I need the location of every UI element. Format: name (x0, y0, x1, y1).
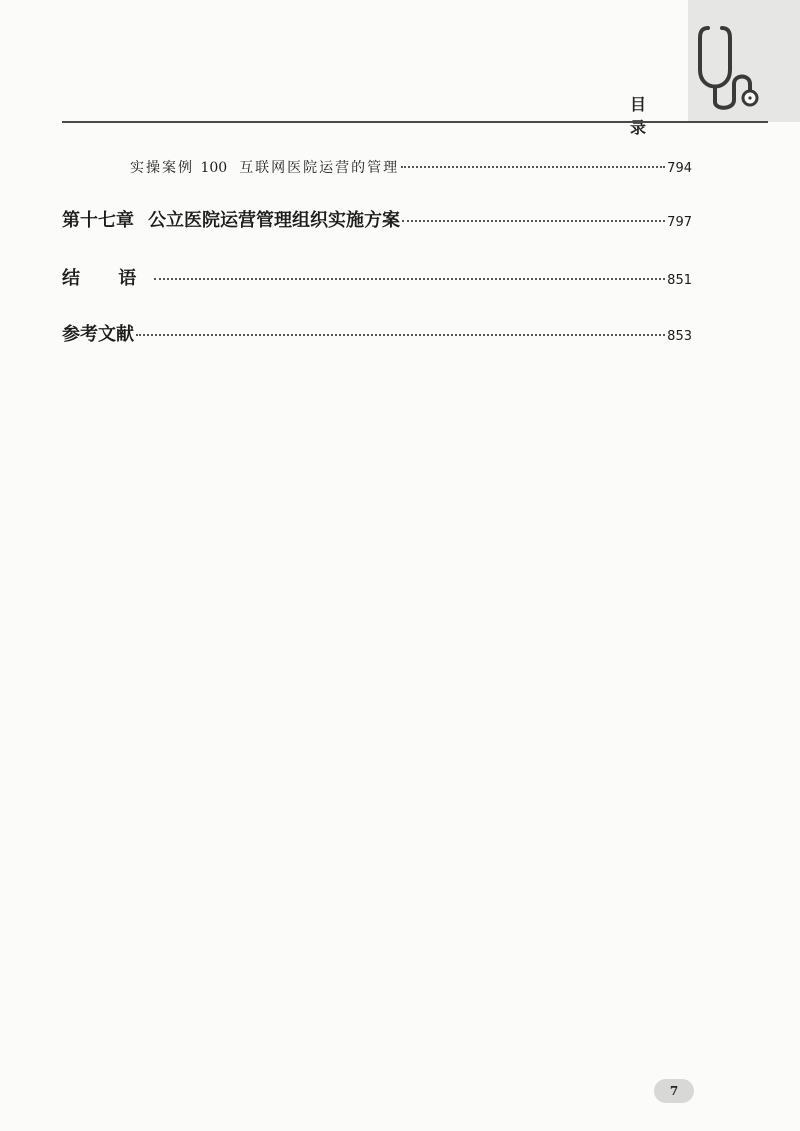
toc-page-number: 794 (667, 161, 692, 176)
toc-entry-title: 结 语 (62, 268, 153, 289)
toc-entry-references[interactable] (62, 320, 692, 346)
toc-entry-title: 第十七章 公立医院运营管理组织实施方案 (62, 210, 400, 231)
stethoscope-icon (694, 22, 764, 114)
header-divider (62, 121, 768, 123)
toc-page-number: 853 (667, 329, 692, 344)
dot-leader (154, 278, 665, 280)
toc-entry-case-100[interactable] (130, 157, 692, 183)
toc-entry-title: 实操案例 100 互联网医院运营的管理 (130, 160, 400, 176)
page-number-badge: 7 (654, 1079, 694, 1103)
dot-leader (401, 166, 665, 168)
toc-entry-chapter-17[interactable] (62, 206, 692, 232)
toc-page-number: 797 (667, 215, 692, 230)
toc-entry-conclusion[interactable] (62, 264, 692, 290)
dot-leader (402, 220, 665, 222)
toc-page-number: 851 (667, 273, 692, 288)
dot-leader (136, 334, 665, 336)
section-title: 目 录 (630, 95, 659, 137)
toc-entry-title: 参考文献 (62, 324, 134, 345)
